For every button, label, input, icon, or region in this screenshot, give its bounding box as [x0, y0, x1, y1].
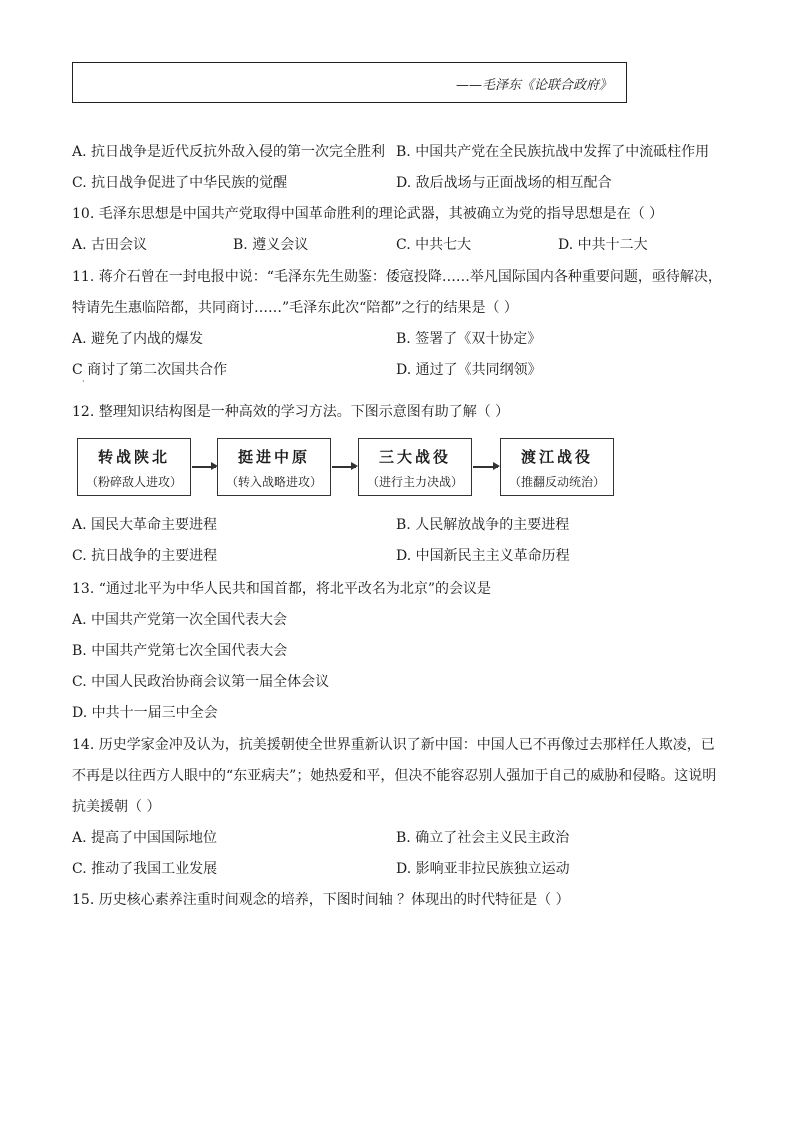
- q11-stem-line1: 11. 蒋介石曾在一封电报中说：“毛泽东先生勋鉴：倭寇投降……举凡国际国内各种重要问题，亟待解决，: [72, 269, 722, 285]
- q10-option-d[interactable]: D. 中共十二大: [558, 237, 648, 253]
- q13-option-d[interactable]: D. 中共十一届三中全会: [72, 705, 218, 721]
- q14-option-b[interactable]: B. 确立了社会主义民主政治: [396, 830, 570, 846]
- q12-stem: 12. 整理知识结构图是一种高效的学习方法。下图示意图有助了解（ ）: [72, 404, 510, 420]
- flow-box-2-sub: （转入战略进攻）: [225, 475, 322, 489]
- flow-arrow-3: [473, 466, 498, 468]
- q13-stem: 13. “通过北平为中华人民共和国首都，将北平改名为北京”的会议是: [72, 581, 492, 597]
- q12-option-a[interactable]: A. 国民大革命主要进程: [72, 517, 218, 533]
- q10-stem: 10. 毛泽东思想是中国共产党取得中国革命胜利的理论武器，其被确立为党的指导思想是在（ ）: [72, 206, 664, 222]
- flow-box-1-title: 转战陕北: [97, 448, 170, 466]
- flow-box-2: [217, 438, 331, 496]
- flow-box-3-sub: （进行主力决战）: [366, 475, 463, 489]
- q11-option-c[interactable]: C 商讨了第二次国共合作: [72, 362, 228, 378]
- q12-option-d[interactable]: D. 中国新民主主义革命历程: [396, 548, 570, 564]
- q9-option-d[interactable]: D. 敌后战场与正面战场的相互配合: [396, 175, 612, 191]
- q13-option-c[interactable]: C. 中国人民政治协商会议第一届全体会议: [72, 674, 330, 690]
- q14-stem-line2: 不再是以往西方人眼中的“东亚病夫”；她热爱和平，但决不能容忍别人强加于自己的威胁和侵略。这说明: [72, 768, 717, 784]
- q11-option-d[interactable]: D. 通过了《共同纲领》: [396, 362, 542, 378]
- flow-box-1: [77, 438, 191, 496]
- q12-option-c[interactable]: C. 抗日战争的主要进程: [72, 548, 218, 564]
- q13-option-b[interactable]: B. 中国共产党第七次全国代表大会: [72, 643, 288, 659]
- q14-stem-line3: 抗美援朝（ ）: [72, 799, 161, 815]
- q11-option-b[interactable]: B. 签署了《双十协定》: [396, 331, 542, 347]
- flow-box-2-title: 挺进中原: [237, 448, 310, 466]
- flow-box-4: [500, 438, 614, 496]
- flow-arrow-1: [192, 466, 216, 468]
- q14-stem-line1: 14. 历史学家金冲及认为，抗美援朝使全世界重新认识了新中国：中国人已不再像过去那样任人欺凌，已: [72, 737, 715, 753]
- q12-option-b[interactable]: B. 人民解放战争的主要进程: [396, 517, 570, 533]
- q13-option-a[interactable]: A. 中国共产党第一次全国代表大会: [72, 612, 288, 628]
- q11-stem-line2: 特请先生惠临陪都，共同商讨……”毛泽东此次“陪都”之行的结果是（ ）: [72, 300, 518, 316]
- q9-option-b[interactable]: B. 中国共产党在全民族抗战中发挥了中流砥柱作用: [396, 144, 710, 160]
- q14-option-c[interactable]: C. 推动了我国工业发展: [72, 861, 218, 877]
- q11-option-a[interactable]: A. 避免了内战的爆发: [72, 331, 204, 347]
- q9-option-a[interactable]: A. 抗日战争是近代反抗外敌入侵的第一次完全胜利: [72, 144, 386, 160]
- flow-arrow-2: [332, 466, 356, 468]
- q15-stem: 15. 历史核心素养注重时间观念的培养，下图时间轴 ？体现出的时代特征是（ ）: [72, 892, 570, 908]
- q10-option-a[interactable]: A. 古田会议: [72, 237, 148, 253]
- flow-box-4-title: 渡江战役: [520, 448, 593, 466]
- q9-option-c[interactable]: C. 抗日战争促进了中华民族的觉醒: [72, 175, 288, 191]
- flow-box-4-sub: （推翻反动统治）: [508, 475, 605, 489]
- flow-box-1-sub: （粉碎敌人进攻）: [85, 475, 182, 489]
- q14-option-a[interactable]: A. 提高了中国国际地位: [72, 830, 218, 846]
- quote-box: [72, 62, 627, 103]
- stray-dot: ·: [82, 377, 85, 386]
- quote-attribution: ——毛泽东《论联合政府》: [455, 78, 612, 93]
- flow-box-3: [358, 438, 472, 496]
- q10-option-c[interactable]: C. 中共七大: [396, 237, 472, 253]
- q14-option-d[interactable]: D. 影响亚非拉民族独立运动: [396, 861, 570, 877]
- flow-box-3-title: 三大战役: [378, 448, 451, 466]
- q10-option-b[interactable]: B. 遵义会议: [233, 237, 309, 253]
